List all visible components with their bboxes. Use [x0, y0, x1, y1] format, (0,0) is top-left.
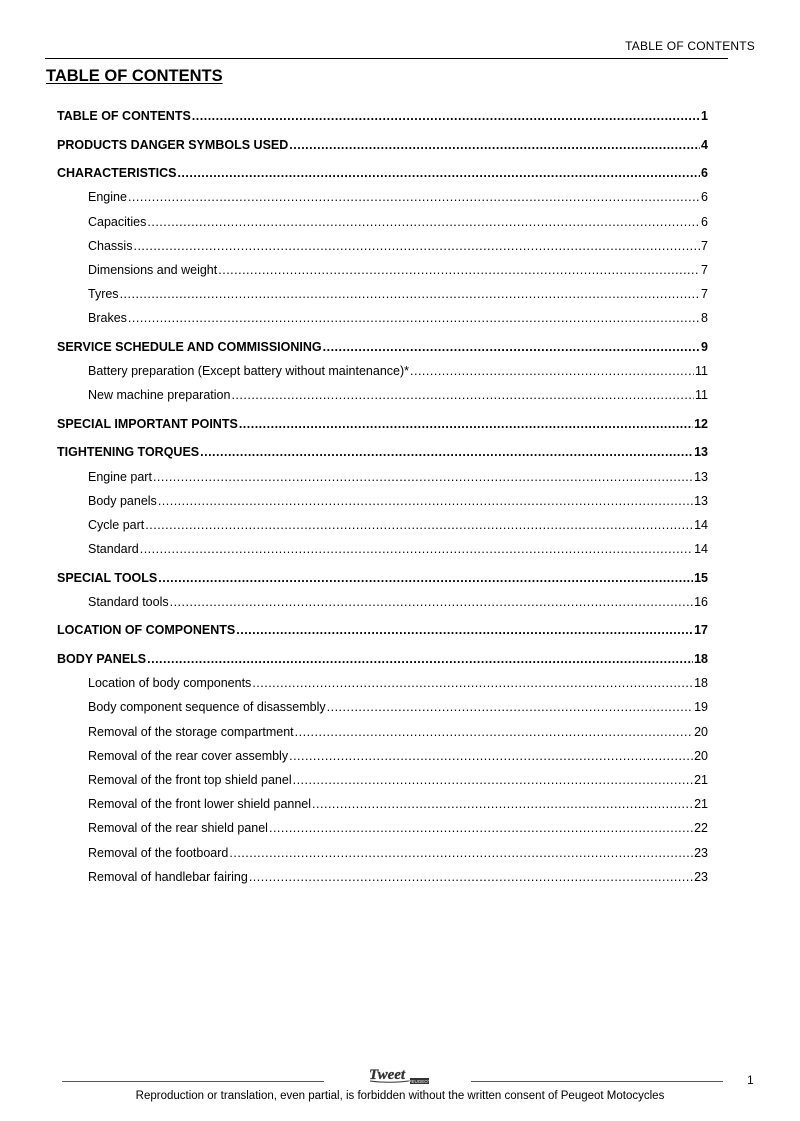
- toc-entry[interactable]: [57, 210, 708, 234]
- toc-entry-label: Standard tools: [88, 594, 169, 609]
- page-number: 1: [747, 1073, 754, 1087]
- toc-entry-label: Tyres: [88, 287, 119, 302]
- toc-entry-label: Brakes: [88, 311, 127, 326]
- toc-entry-page: 13: [694, 493, 708, 508]
- toc-entry[interactable]: [57, 537, 708, 561]
- toc-dot-leader: [177, 161, 700, 185]
- toc-entry-page: 23: [694, 869, 708, 884]
- toc-entry-page: 4: [701, 137, 708, 152]
- toc-entry[interactable]: [57, 465, 708, 489]
- toc-entry-page: 14: [694, 542, 708, 557]
- toc-entry-page: 7: [701, 238, 708, 253]
- toc-entry-page: 9: [701, 339, 708, 354]
- footer-rule-right: [471, 1081, 723, 1082]
- toc-entry[interactable]: [57, 258, 708, 282]
- toc-entry[interactable]: [57, 744, 708, 768]
- table-of-contents: [57, 104, 708, 889]
- toc-dot-leader: [218, 258, 700, 282]
- page-title: TABLE OF CONTENTS: [46, 67, 223, 85]
- toc-entry-page: 17: [694, 623, 708, 638]
- toc-dot-leader: [145, 513, 693, 537]
- toc-entry[interactable]: [57, 133, 708, 157]
- toc-dot-leader: [170, 590, 693, 614]
- toc-dot-leader: [120, 282, 700, 306]
- toc-entry-page: 6: [701, 190, 708, 205]
- toc-entry-label: Body component sequence of disassembly: [88, 700, 326, 715]
- tweet-logo: [367, 1065, 431, 1087]
- toc-entry-label: Removal of the rear shield panel: [88, 821, 268, 836]
- toc-entry-page: 15: [694, 570, 708, 585]
- copyright-notice: Reproduction or translation, even partial, is forbidden without the written consent of Peugeot Motocycles: [135, 1090, 665, 1102]
- toc-entry[interactable]: [57, 306, 708, 330]
- toc-entry-label: LOCATION OF COMPONENTS: [57, 623, 236, 638]
- toc-entry-page: 20: [694, 724, 708, 739]
- toc-entry-page: 12: [694, 416, 708, 431]
- toc-dot-leader: [293, 768, 693, 792]
- toc-entry[interactable]: [57, 440, 708, 464]
- toc-entry-page: 7: [701, 287, 708, 302]
- toc-entry-label: Removal of handlebar fairing: [88, 869, 248, 884]
- toc-entry[interactable]: [57, 234, 708, 258]
- toc-dot-leader: [200, 440, 693, 464]
- toc-entry[interactable]: [57, 816, 708, 840]
- toc-entry[interactable]: [57, 104, 708, 128]
- logo-wordmark: Tweet: [369, 1067, 406, 1083]
- toc-entry-page: 18: [694, 652, 708, 667]
- toc-dot-leader: [128, 185, 700, 209]
- header-rule: [45, 58, 728, 59]
- toc-entry-page: 16: [694, 594, 708, 609]
- toc-entry[interactable]: [57, 185, 708, 209]
- toc-dot-leader: [252, 671, 693, 695]
- toc-dot-leader: [269, 816, 693, 840]
- toc-entry-label: Chassis: [88, 238, 133, 253]
- toc-dot-leader: [289, 133, 700, 157]
- logo-badge: PEUGEOT: [408, 1078, 431, 1084]
- toc-dot-leader: [410, 359, 694, 383]
- toc-entry-label: Battery preparation (Except battery without maintenance)*: [88, 364, 410, 379]
- toc-entry-page: 20: [694, 748, 708, 763]
- toc-dot-leader: [323, 335, 700, 359]
- toc-dot-leader: [153, 465, 693, 489]
- toc-entry[interactable]: [57, 671, 708, 695]
- toc-dot-leader: [236, 618, 693, 642]
- toc-entry-page: 18: [694, 676, 708, 691]
- toc-dot-leader: [229, 841, 693, 865]
- toc-entry-page: 8: [701, 311, 708, 326]
- toc-entry-label: Removal of the front top shield panel: [88, 773, 292, 787]
- toc-entry-label: SPECIAL TOOLS: [57, 570, 158, 585]
- toc-dot-leader: [239, 412, 693, 436]
- toc-entry-page: 11: [695, 364, 708, 379]
- toc-dot-leader: [128, 306, 700, 330]
- toc-entry-label: CHARACTERISTICS: [57, 166, 177, 181]
- toc-entry[interactable]: [57, 513, 708, 537]
- toc-entry-page: 13: [694, 469, 708, 484]
- toc-entry-page: 11: [695, 388, 708, 403]
- toc-dot-leader: [249, 865, 693, 889]
- toc-entry-label: Cycle part: [88, 517, 145, 532]
- toc-entry-label: SPECIAL IMPORTANT POINTS: [57, 416, 238, 431]
- running-header: TABLE OF CONTENTS: [625, 39, 755, 53]
- toc-entry-page: 23: [694, 845, 708, 860]
- toc-entry-label: Capacities: [88, 214, 147, 229]
- toc-entry[interactable]: [57, 412, 708, 436]
- toc-entry-label: PRODUCTS DANGER SYMBOLS USED: [57, 137, 289, 152]
- toc-entry-page: 6: [701, 166, 708, 181]
- toc-entry[interactable]: [57, 647, 708, 671]
- toc-entry-page: 21: [694, 797, 708, 812]
- toc-entry-page: 19: [694, 700, 708, 715]
- toc-dot-leader: [147, 210, 700, 234]
- toc-dot-leader: [147, 647, 693, 671]
- toc-entry-label: Location of body components: [88, 676, 252, 691]
- toc-entry[interactable]: [57, 161, 708, 185]
- toc-dot-leader: [158, 489, 693, 513]
- toc-entry-label: New machine preparation: [88, 388, 231, 403]
- toc-entry[interactable]: [57, 566, 708, 590]
- toc-entry[interactable]: [57, 865, 708, 889]
- toc-entry-page: 14: [694, 517, 708, 532]
- toc-entry[interactable]: [57, 695, 708, 719]
- toc-entry[interactable]: [57, 720, 708, 744]
- toc-entry[interactable]: [57, 383, 708, 407]
- toc-entry-label: Standard: [88, 542, 139, 557]
- toc-entry[interactable]: [57, 282, 708, 306]
- toc-entry[interactable]: [57, 618, 708, 642]
- toc-entry-page: 7: [701, 262, 708, 277]
- toc-entry-label: Removal of the footboard: [88, 845, 229, 860]
- toc-entry[interactable]: [57, 335, 708, 359]
- toc-dot-leader: [140, 537, 693, 561]
- toc-entry-label: Removal of the storage compartment: [88, 724, 294, 739]
- toc-dot-leader: [312, 792, 693, 816]
- footer-rule-left: [62, 1081, 324, 1082]
- toc-entry-page: 13: [694, 445, 708, 460]
- toc-entry[interactable]: [57, 590, 708, 614]
- toc-entry-label: Body panels: [88, 493, 157, 508]
- toc-dot-leader: [231, 383, 694, 407]
- toc-entry-label: TIGHTENING TORQUES: [57, 445, 200, 460]
- toc-entry[interactable]: [57, 841, 708, 865]
- toc-entry-label: Engine: [88, 190, 127, 205]
- toc-entry[interactable]: [57, 768, 708, 792]
- toc-entry-page: 1: [701, 109, 708, 123]
- toc-dot-leader: [133, 234, 700, 258]
- toc-entry[interactable]: [57, 359, 708, 383]
- toc-entry-label: BODY PANELS: [57, 652, 147, 667]
- toc-entry-page: 6: [701, 214, 708, 229]
- toc-entry-page: 21: [694, 773, 708, 787]
- toc-dot-leader: [289, 744, 693, 768]
- toc-dot-leader: [158, 566, 693, 590]
- toc-dot-leader: [192, 104, 700, 128]
- toc-entry-label: Engine part: [88, 469, 152, 484]
- toc-entry-label: Removal of the rear cover assembly: [88, 748, 289, 763]
- toc-entry-page: 22: [694, 821, 708, 836]
- toc-entry[interactable]: [57, 792, 708, 816]
- toc-entry-label: Dimensions and weight: [88, 262, 218, 277]
- toc-dot-leader: [295, 720, 693, 744]
- toc-entry-label: TABLE OF CONTENTS: [57, 109, 191, 123]
- toc-entry-label: Removal of the front lower shield pannel: [88, 797, 312, 812]
- toc-entry-label: SERVICE SCHEDULE AND COMMISSIONING: [57, 339, 322, 354]
- toc-dot-leader: [327, 695, 693, 719]
- toc-entry[interactable]: [57, 489, 708, 513]
